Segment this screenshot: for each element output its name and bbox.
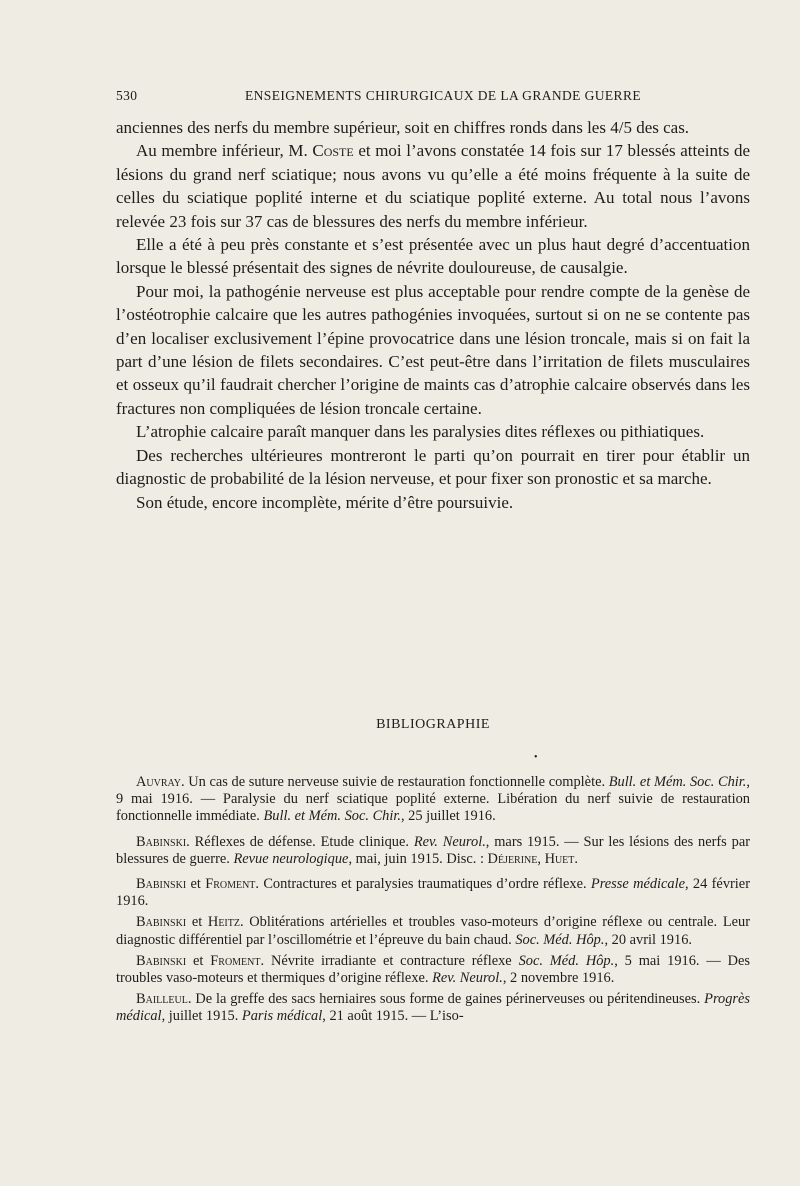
paragraph: Au membre inférieur, M. Coste et moi l’avons constatée 14 fois sur 17 blessés atteints de lésions du grand nerf sciatique; nous avons vu qu’elle a été moins fréquente à la suite de celles du sciatique poplité interne et du sciatique poplité externe. Au total nous l’avons relevée 23 fois sur 37 cas de blessures des nerfs du membre inférieur. — [116, 141, 750, 231]
paragraph: Elle a été à peu près constante et s’est présentée avec un plus haut degré d’accentuation lorsque le blessé présentait des signes de névrite douloureuse, de causalgie. — [116, 235, 750, 278]
bibliography-entry: Babinski. Réflexes de défense. Etude clinique. Rev. Neurol., mars 1915. — Sur les lésions des nerfs par blessures de guerre. Revue neurologique, mai, juin 1915. Disc. : Déjerine, Huet. — [116, 833, 750, 867]
bibliography-entry: Auvray. Un cas de suture nerveuse suivie de restauration fonctionnelle complète. Bull. et Mém. Soc. Chir., 9 mai 1916. — Paralysie du nerf sciatique poplité externe. Libération du nerf suivie de restauration fonctionnelle immédiate. Bull. et Mém. Soc. Chir., 25 juillet 1916. — [116, 774, 750, 825]
bibliography-entry: Babinski et Froment. Contractures et paralysies traumatiques d’ordre réflexe. Presse médicale, 24 février 1916. — [116, 876, 750, 910]
bibliography-entry: Babinski et Froment. Névrite irradiante et contracture réflexe Soc. Méd. Hôp., 5 mai 1916. — Des troubles vaso-moteurs et thermiques d’origine réflexe. Rev. Neurol., 2 novembre 1916. — [116, 952, 750, 987]
bibliography-title: BIBLIOGRAPHIE — [376, 717, 490, 732]
paragraph: anciennes des nerfs du membre supérieur, soit en chiffres ronds dans les 4/5 des cas. — [116, 118, 690, 137]
body-text — [116, 116, 750, 514]
paragraph: Son étude, encore incomplète, mérite d’être poursuivie. — [136, 492, 514, 512]
stray-mark: • — [534, 752, 538, 763]
bibliography-list — [116, 774, 750, 1030]
author-name: Coste — [312, 141, 354, 161]
bibliography-entry: Babinski et Heitz. Oblitérations artérielles et troubles vaso-moteurs d’origine réflexe ou centrale. Leur diagnostic différentiel par l’oscillométrie et l’épreuve du bain chaud. Soc. Méd. Hôp., 20 avril 1916. — [116, 914, 750, 948]
paragraph: Pour moi, la pathogénie nerveuse est plus acceptable pour rendre compte de la genèse de l’ostéotrophie calcaire que les autres pathogénies invoquées, surtout si on ne se contente pas d’en localiser exclusivement l’épine provocatrice dans une lésion troncale, mais si on fait la part d’une lésion de filets secondaires. C’est peut-être dans l’irritation de filets musculaires et osseux qu’il faudrait chercher l’origine de maints cas d’atrophie calcaire observés dans les fractures non compliquées de lésion troncale certaine. — [116, 281, 750, 418]
paragraph: L’atrophie calcaire paraît manquer dans les paralysies dites réflexes ou pithiatiques. — [136, 422, 705, 442]
running-header — [116, 88, 750, 104]
page-number: 530 — [116, 88, 138, 103]
paragraph: Des recherches ultérieures montreront le parti qu’on pourrait en tirer pour établir un diagnostic de probabilité de la lésion nerveuse, et pour fixer son pronostic et sa marche. — [116, 445, 750, 489]
running-title: ENSEIGNEMENTS CHIRURGICAUX DE LA GRANDE GUERRE — [244, 88, 642, 103]
bibliography-entry: Bailleul. De la greffe des sacs herniaires sous forme de gaines périnerveuses ou péritendineuses. Progrès médical, juillet 1915. Paris médical, 21 août 1915. — L’iso- — [116, 991, 750, 1025]
